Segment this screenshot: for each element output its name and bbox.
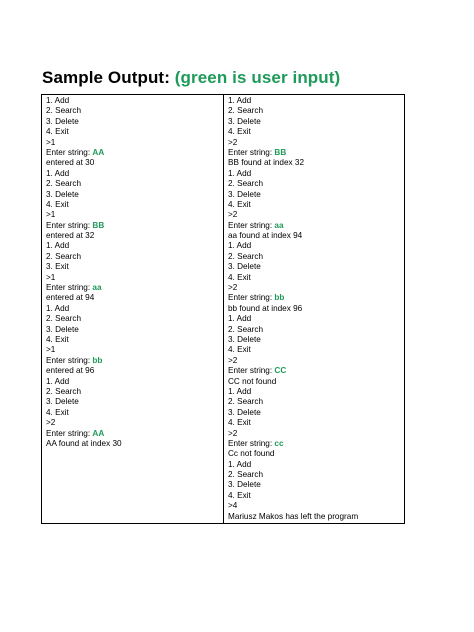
output-text: Enter string: xyxy=(46,355,93,365)
user-input-text: AA xyxy=(92,147,105,157)
output-line xyxy=(46,106,223,116)
output-text: entered at 30 xyxy=(46,158,95,168)
output-text: Enter string: xyxy=(228,147,275,157)
output-line xyxy=(228,314,404,324)
output-text: 2. Search xyxy=(228,106,264,116)
user-input-text: aa xyxy=(274,220,284,230)
user-input-text: CC xyxy=(274,366,287,376)
user-input-text: BB xyxy=(92,220,105,230)
output-line xyxy=(228,148,404,158)
output-line xyxy=(228,190,404,200)
output-text: bb found at index 96 xyxy=(228,303,303,313)
output-line xyxy=(228,262,404,272)
output-text: >2 xyxy=(228,355,238,365)
output-line xyxy=(228,200,404,210)
output-line xyxy=(228,158,404,168)
output-line xyxy=(228,293,404,303)
output-text: 3. Delete xyxy=(228,262,261,272)
output-line xyxy=(46,169,223,179)
output-text: aa found at index 94 xyxy=(228,231,303,241)
right-output-column xyxy=(224,95,404,523)
output-line xyxy=(228,512,404,522)
output-line xyxy=(46,262,223,272)
output-text: >1 xyxy=(46,210,56,220)
output-line xyxy=(46,356,223,366)
user-input-text: aa xyxy=(92,283,102,293)
output-text: 1. Add xyxy=(228,386,252,396)
output-line xyxy=(228,418,404,428)
output-line xyxy=(46,293,223,303)
sample-output-table xyxy=(41,94,405,524)
output-text: 3. Delete xyxy=(228,116,261,126)
output-line xyxy=(228,470,404,480)
output-line xyxy=(46,429,223,439)
output-text: 2. Search xyxy=(228,324,264,334)
output-text: Enter string: xyxy=(46,428,93,438)
output-line xyxy=(46,117,223,127)
output-line xyxy=(46,377,223,387)
output-line xyxy=(228,221,404,231)
output-line xyxy=(46,148,223,158)
output-line xyxy=(228,377,404,387)
output-text: 2. Search xyxy=(46,386,82,396)
output-line xyxy=(46,397,223,407)
output-line xyxy=(46,283,223,293)
output-text: 1. Add xyxy=(46,241,70,251)
output-line xyxy=(46,408,223,418)
output-line xyxy=(228,491,404,501)
output-line xyxy=(228,210,404,220)
output-line xyxy=(228,460,404,470)
output-line xyxy=(228,138,404,148)
output-line xyxy=(46,273,223,283)
output-text: 4. Exit xyxy=(228,272,251,282)
output-text: 4. Exit xyxy=(46,127,69,137)
output-text: CC not found xyxy=(228,376,277,386)
title-prefix: Sample Output: xyxy=(42,68,175,87)
output-line xyxy=(46,439,223,449)
title-open-paren: ( xyxy=(174,68,181,87)
output-text: 1. Add xyxy=(228,241,252,251)
output-text: 2. Search xyxy=(228,251,264,261)
output-text: Enter string: xyxy=(228,220,275,230)
output-line xyxy=(46,179,223,189)
output-line xyxy=(228,397,404,407)
output-line xyxy=(228,366,404,376)
output-line xyxy=(46,231,223,241)
output-line xyxy=(46,418,223,428)
output-text: >1 xyxy=(46,137,56,147)
output-text: 3. Delete xyxy=(228,189,261,199)
output-text: entered at 96 xyxy=(46,366,95,376)
user-input-text: AA xyxy=(92,428,105,438)
output-line xyxy=(46,366,223,376)
output-text: 4. Exit xyxy=(46,407,69,417)
output-line xyxy=(46,241,223,251)
user-input-text: bb xyxy=(92,355,103,365)
output-text: Enter string: xyxy=(46,220,93,230)
output-text: 1. Add xyxy=(46,168,70,178)
output-text: >1 xyxy=(46,345,56,355)
output-line xyxy=(228,356,404,366)
output-text: 1. Add xyxy=(46,96,70,105)
output-text: 1. Add xyxy=(228,168,252,178)
output-line xyxy=(46,325,223,335)
output-text: 3. Delete xyxy=(46,397,79,407)
output-text: Enter string: xyxy=(46,147,93,157)
output-text: 3. Delete xyxy=(46,324,79,334)
page-title xyxy=(42,68,340,88)
output-text: >4 xyxy=(228,501,238,511)
output-text: Enter string: xyxy=(228,366,275,376)
output-line xyxy=(46,314,223,324)
output-text: 2. Search xyxy=(46,179,82,189)
output-text: 1. Add xyxy=(46,376,70,386)
output-line xyxy=(46,96,223,106)
output-line xyxy=(228,283,404,293)
output-line xyxy=(228,231,404,241)
output-text: 4. Exit xyxy=(46,199,69,209)
output-line xyxy=(228,241,404,251)
output-text: entered at 94 xyxy=(46,293,95,303)
output-line xyxy=(228,106,404,116)
output-text: 3. Delete xyxy=(46,189,79,199)
output-line xyxy=(228,449,404,459)
output-text: 2. Search xyxy=(46,106,82,116)
output-line xyxy=(228,169,404,179)
output-text: >1 xyxy=(46,272,56,282)
output-text: entered at 32 xyxy=(46,231,95,241)
output-line xyxy=(228,252,404,262)
output-text: AA found at index 30 xyxy=(46,438,122,448)
output-line xyxy=(228,335,404,345)
user-input-text: bb xyxy=(274,293,285,303)
output-line xyxy=(46,138,223,148)
output-line xyxy=(228,273,404,283)
title-close-paren: ) xyxy=(334,68,341,87)
output-text: >2 xyxy=(228,210,238,220)
output-line xyxy=(228,387,404,397)
output-text: 2. Search xyxy=(228,397,264,407)
output-text: 2. Search xyxy=(228,470,264,480)
output-line xyxy=(228,96,404,106)
output-text: 2. Search xyxy=(228,179,264,189)
output-line xyxy=(46,345,223,355)
output-line xyxy=(228,480,404,490)
output-text: 3. Delete xyxy=(46,116,79,126)
output-line xyxy=(46,127,223,137)
user-input-text: cc xyxy=(274,438,284,448)
output-text: 3. Delete xyxy=(228,407,261,417)
output-text: 4. Exit xyxy=(228,418,251,428)
output-text: >2 xyxy=(228,428,238,438)
output-text: Enter string: xyxy=(228,438,275,448)
output-text: >2 xyxy=(46,418,56,428)
output-text: 1. Add xyxy=(228,96,252,105)
output-line xyxy=(228,325,404,335)
output-text: Cc not found xyxy=(228,449,275,459)
output-line xyxy=(46,158,223,168)
output-text: 3. Exit xyxy=(46,262,69,272)
output-text: 4. Exit xyxy=(46,334,69,344)
output-line xyxy=(46,210,223,220)
output-text: >2 xyxy=(228,137,238,147)
output-line xyxy=(228,304,404,314)
output-text: 3. Delete xyxy=(228,334,261,344)
output-line xyxy=(228,117,404,127)
title-green-legend: green is user input xyxy=(180,68,335,87)
output-line xyxy=(46,387,223,397)
output-line xyxy=(46,304,223,314)
output-text: 1. Add xyxy=(46,303,70,313)
left-output-column xyxy=(42,95,224,523)
output-text: 4. Exit xyxy=(228,127,251,137)
output-line xyxy=(228,179,404,189)
output-text: 2. Search xyxy=(46,251,82,261)
output-line xyxy=(228,408,404,418)
output-text: 3. Delete xyxy=(228,480,261,490)
output-line xyxy=(46,221,223,231)
output-text: BB found at index 32 xyxy=(228,158,305,168)
user-input-text: BB xyxy=(274,147,287,157)
output-text: 2. Search xyxy=(46,314,82,324)
output-line xyxy=(228,439,404,449)
output-line xyxy=(46,335,223,345)
output-text: Enter string: xyxy=(228,293,275,303)
output-line xyxy=(46,190,223,200)
output-text: 4. Exit xyxy=(228,490,251,500)
output-text: 4. Exit xyxy=(228,199,251,209)
output-text: Enter string: xyxy=(46,283,93,293)
output-line xyxy=(46,252,223,262)
output-line xyxy=(46,200,223,210)
output-line xyxy=(228,345,404,355)
output-line xyxy=(228,501,404,511)
output-text: 1. Add xyxy=(228,314,252,324)
output-text: 1. Add xyxy=(228,459,252,469)
output-line xyxy=(228,127,404,137)
output-text: 4. Exit xyxy=(228,345,251,355)
output-text: Mariusz Makos has left the program xyxy=(228,511,359,521)
output-text: >2 xyxy=(228,283,238,293)
output-line xyxy=(228,429,404,439)
